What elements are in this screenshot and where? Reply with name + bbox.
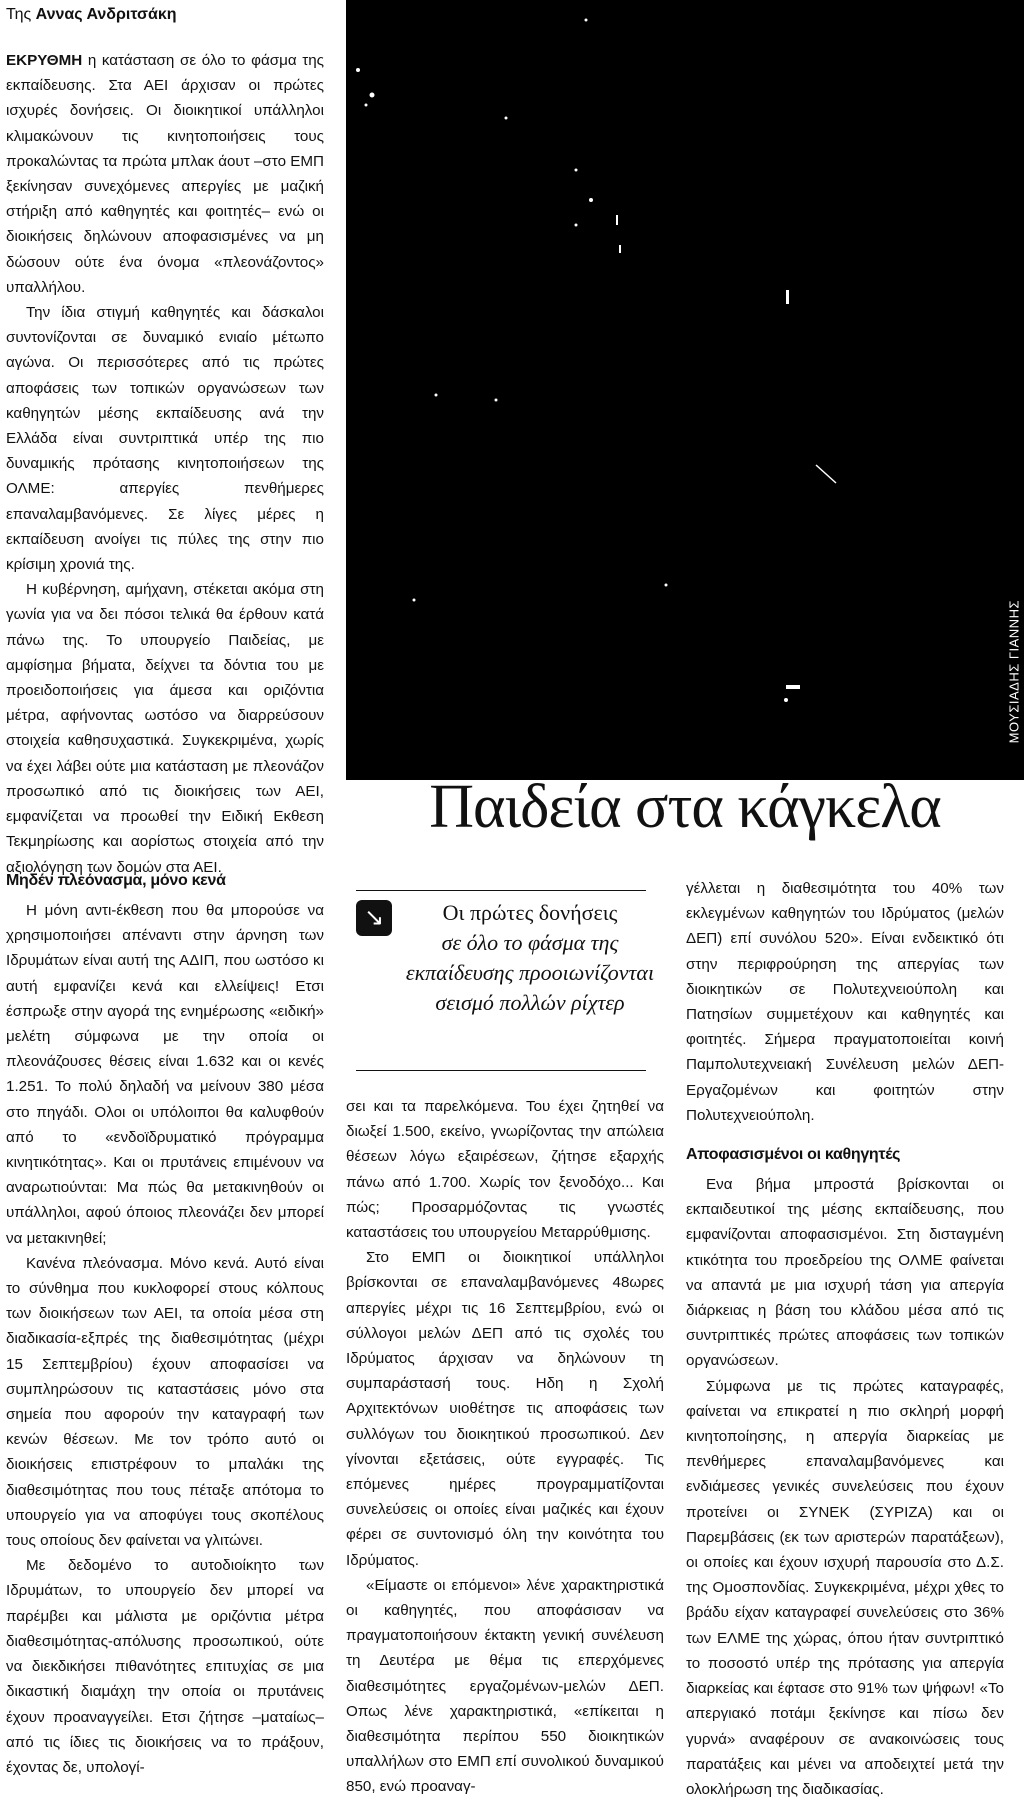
photo-credit: ΜΟΥΣΙΑΔΗΣ ΓΙΑΝΝΗΣ — [1006, 600, 1021, 744]
paragraph: Κανένα πλεόνασμα. Μόνο κενά. Αυτό είναι το σύνθημα που κυκλοφορεί στους κόλπους των διοικήσεων των ΑΕΙ, τα οποία μέσα στη διαδικασία-εξπρές της διαθεσιμότητας (μέχρι 15 Σεπτεμβρίου) έχουν αποφασίσει να συμπληρώσουν τις καταστάσεις μόνο στα σημεία που αφορούν την καταγραφή των κενών θέσεων. Με τον τρόπο αυτό οι διοικήσεις επιστρέφουν το μπαλάκι της διαθεσιμότητας που τους πέταξε απότομα το υπουργείο για να αποφύγει τους σκοπέλους τους οποίους δεν φαίνεται να γλιτώνει. — [6, 1254, 324, 1550]
paragraph: «Είμαστε οι επόμενοι» λένε χαρακτηριστικά οι καθηγητές, που αποφάσισαν να πραγματοποιήσουν έκτακτη γενική συνέλευση τη Δευτέρα με θέμα τις επερχόμενες διαθεσιμότητες εργαζομένων-μελών ΔΕΠ. Οπως λένε χαρακτηριστικά, «επίκειται η διαθεσιμότητα περίπου 550 διοικητικών υπαλλήλων στο ΕΜΠ επί συνολικού δυναμικού 850, ενώ προαναγ- — [346, 1576, 664, 1796]
paragraph: Την ίδια στιγμή καθηγητές και δάσκαλοι συντονίζονται σε δυναμικό ενιαίο μέτωπο αγώνα. Οι περισσότερες από τις πρώτες αποφάσεις των τοπικών οργανώσεων των καθηγητών μέσης εκπαίδευσης ανά την Ελλάδα είναι συντριπτικά υπέρ της πιο δυναμικής πρότασης κινητοποιήσεων της ΟΛΜΕ: απεργίες πενθήμερες επαναλαμβανόμενες. Σε λίγες μέρες η εκπαίδευση ανοίγει τις πύλες της στην πιο κρίσιμη χρονιά της. — [6, 304, 324, 574]
lead-word: ΕΚΡΥΘΜΗ — [6, 52, 83, 69]
divider — [356, 1070, 646, 1071]
paragraph: Στο ΕΜΠ οι διοικητικοί υπάλληλοι βρίσκονται σε επαναλαμβανόμενες 48ωρες απεργίες μέχρι τις 16 Σεπτεμβρίου, ενώ οι σύλλογοι μελών ΔΕΠ από τις σχολές του Ιδρύματος άρχισαν να δηλώνουν τη συμπαράστασή τους. Ηδη η Σχολή Αρχιτεκτόνων υιοθέτησε τις αποφάσεις των συλλόγων του διοικητικού προσωπικού. Δεν γίνονται εξετάσεις, ούτε εγγραφές. Τις επόμενες ημέρες προγραμματίζονται συνελεύσεις οι οποίες είναι μαζικές και έχουν φέρει σε συντονισμό όλη την κοινότητα του Ιδρύματος. — [346, 1249, 664, 1569]
paragraph: Η κυβέρνηση, αμήχανη, στέκεται ακόμα στη γωνία για να δει πόσοι τελικά θα έρθουν κατά πάνω της. Το υπουργείο Παιδείας, με αμφίσημα βήματα, δείχνει τα δόντια του με προειδοποιήσεις για άμεσα και οριζόντια μέτρα, αφήνοντας ωστόσο να διαρρεύσουν στοιχεία καθησυχαστικά. Συγκεκριμένα, χωρίς να έχει λάβει ούτε μια κατάσταση με πλεονάζον προσωπικό από τις διοικήσεις των ΑΕΙ, εμφανίζεται να προωθεί την Ειδική Εκθεση Τεκμηρίωσης και αορίστως στοιχεία από την αξιολόγηση των δομών στα ΑΕΙ. — [6, 581, 324, 876]
paragraph: γέλλεται η διαθεσιμότητα του 40% των εκλεγμένων καθηγητών του Ιδρύματος (μελών ΔΕΠ) επί συνόλου 520». Είναι ενδεικτικό ότι στην περιφρούρηση της απεργίας των διοικητικών σε Πολυτεχνειούπολη και Πατησίων συμμετέχουν και καθηγητές και φοιτητές. Σήμερα πραγματοποιείται κοινή Παμπολυτεχνειακή Συνέλευση μελών ΔΕΠ-Εργαζομένων και φοιτητών στην Πολυτεχνειούπολη. — [686, 880, 1004, 1124]
photo-specks — [346, 0, 1024, 780]
article-column-3 — [686, 876, 1004, 1802]
arrow-down-right-icon: ↘ — [356, 900, 392, 936]
article-column-1 — [6, 48, 324, 880]
byline-prefix: Της — [6, 6, 32, 23]
paragraph: σει και τα παρελκόμενα. Του έχει ζητηθεί να διωξεί 1.500, εκείνο, γνωρίζοντας την απώλεια θέσεων λόγω εξαιρέσεων, ζήτησε εξαρχής πάνω από 1.700. Χωρίς τον ξενοδόχο... Και πώς; Προσαρμόζοντας τις γνωστές καταστάσεις του υπουργείου Μεταρρύθμισης. — [346, 1098, 664, 1242]
paragraph-intro — [6, 48, 324, 300]
byline-author: Αννας Ανδριτσάκη — [35, 6, 177, 23]
subheading: Αποφασισμένοι οι καθηγητές — [686, 1146, 901, 1164]
headline: Παιδεία στα κάγκελα — [429, 773, 941, 841]
deck — [400, 898, 660, 1018]
article-photo — [346, 0, 1024, 780]
subheading: Μηδέν πλεόνασμα, μόνο κενά — [6, 872, 226, 889]
paragraph: Με δεδομένο το αυτοδιοίκητο των Ιδρυμάτων, το υπουργείο δεν μπορεί να παρέμβει και μάλιστα με οριζόντια μέτρα διαθεσιμότητας-απόλυσης προσωπικού, ούτε να διεκδικήσει πιθανότητες επιτυχίας σε μια δικαστική διαμάχη την οποία οι πρυτάνεις έχουν προαναγγείλει. Ετσι ζήτησε –ματαίως– από τις ίδιες τις διοικήσεις να το πράξουν, έχοντας δε, υπολογί- — [6, 1557, 324, 1776]
divider — [356, 890, 646, 891]
deck-text: σε όλο το φάσμα της εκπαίδευσης προοιωνίζονται σεισμό πολλών ρίχτερ — [405, 930, 655, 1015]
paragraph: Σύμφωνα με τις πρώτες καταγραφές, φαίνεται να επικρατεί η πιο σκληρή μορφή κινητοποίησης, η απεργία διαρκείας με πενθήμερες επαναλαμβανόμενες και ενδιάμεσες γενικές συνελεύσεις που έχουν προτείνει οι ΣΥΝΕΚ (ΣΥΡΙΖΑ) και οι Παρεμβάσεις (εκ των αριστερών παρατάξεων), οι οποίες και έχουν ισχυρή παρουσία στο Δ.Σ. της Ομοσπονδίας. Συγκεκριμένα, μέχρι χθες το βράδυ είχαν καταγραφεί συνελεύσεις στο 36% των ΕΛΜΕ της χώρας, όπου ήταν συντριπτικό το ποσοστό υπέρ της πρότασης για απεργία διαρκείας και έφτασε στο 91% των ψήφων! «Το απεργιακό ποτάμι ξεκίνησε και πίσω δεν γυρνά» αναφέρουν σε ανακοινώσεις τους παρατάξεις και μένει να αποδειχτεί μετά την ολοκλήρωση της διαδικασίας. — [686, 1377, 1004, 1798]
byline — [6, 6, 177, 24]
paragraph: Ενα βήμα μπροστά βρίσκονται οι εκπαιδευτικοί της μέσης εκπαίδευσης, που εμφανίζονται αποφασισμένοι. Στη δισταγμένη κτικότητα του προεδρείου της ΟΛΜΕ φαίνεται να απαντά με μια ισχυρή τάση για απεργία διάρκειας η βάση του κλάδου μέσα από τις συντριπτικές πρώτες αποφάσεις των τοπικών οργανώσεων. — [686, 1176, 1004, 1370]
paragraph-intro-text: η κατάσταση σε όλο το φάσμα της εκπαίδευσης. Στα ΑΕΙ άρχισαν οι πρώτες ισχυρές δονήσεις. Οι διοικητικοί υπάλληλοι κλιμακώνουν τις κινητοποιήσεις τους προκαλώντας τα πρώτα μπλακ άουτ –στο ΕΜΠ ξεκίνησαν συνεχόμενες απεργίες με μαζική στήριξη από καθηγητές και φοιτητές– ενώ οι διοικήσεις δηλώνουν αποφασισμένες να μη δώσουν ούτε ένα όνομα «πλεονάζοντος» υπαλλήλου. — [6, 52, 324, 296]
deck-first-line: Οι πρώτες δονήσεις — [442, 900, 618, 925]
paragraph: Η μόνη αντι-έκθεση που θα μπορούσε να χρησιμοποιήσει απέναντι στην άρνηση των Ιδρυμάτων είναι αυτή της ΑΔΙΠ, που ωστόσο κι αυτή εμφανίζει κενά και ελλείψεις! Ετσι έσπρωξε στην αγορά της ενημέρωσης «ειδική» μελέτη σύμφωνα με την οποία οι πλεονάζουσες θέσεις είναι 1.632 και οι κενές 1.251. Το πολύ δηλαδή να μείνουν 380 μέσα στο πηγάδι. Ολοι οι υπόλοιποι θα καλυφθούν από το «ενδοϊδρυματικό πρόγραμμα κινητικότητας». Και οι πρυτάνεις επιμένουν να αναρωτιούνται: Μα πώς θα μετακινηθούν οι υπάλληλοι, αφού όποιος πλεονάζει δεν μπορεί να μετακινηθεί; — [6, 902, 324, 1247]
article-column-1-continued — [6, 868, 324, 1780]
article-column-2 — [346, 1094, 664, 1800]
